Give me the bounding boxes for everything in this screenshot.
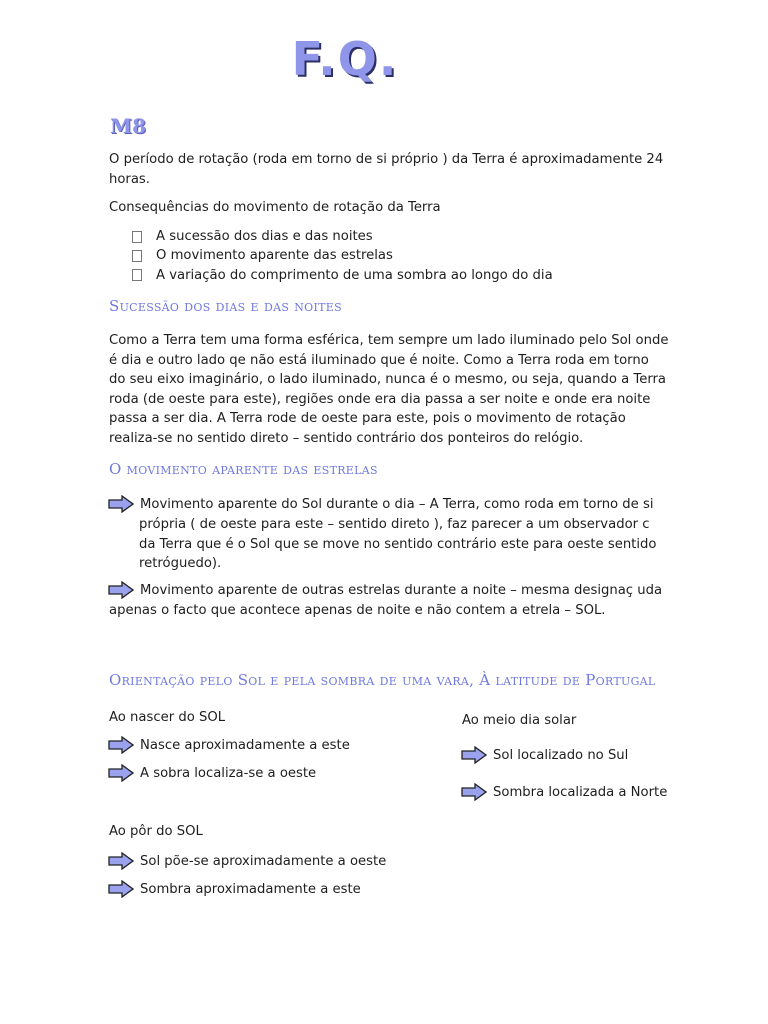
section-heading-apparent-motion: O movimento aparente das estrelas: [109, 460, 378, 478]
right-arrow-icon: [461, 746, 487, 764]
right-arrow-icon: [461, 783, 487, 801]
checkbox-bullet-icon: [132, 250, 142, 262]
sunrise-label: Ao nascer do SOL: [109, 710, 226, 725]
section-heading-orientation: Orientação pelo Sol e pela sombra de uma vara, À latitude de Portugal: [109, 671, 656, 689]
right-arrow-icon: [108, 852, 134, 870]
sunset-label: Ao pôr do SOL: [109, 824, 203, 839]
right-arrow-icon: [108, 736, 134, 754]
list-item: A sucessão dos dias e das noites: [132, 227, 553, 246]
right-arrow-icon: [108, 495, 134, 513]
arrow-item-sunrise-1: Nasce aproximadamente a este: [108, 736, 350, 754]
consequences-list: [132, 227, 553, 285]
arrow-item-sun-motion: Movimento aparente do Sol durante o dia – A Terra, como roda em torno de si: [108, 495, 654, 513]
list-item: O movimento aparente das estrelas: [132, 246, 553, 265]
right-arrow-icon: [108, 880, 134, 898]
right-arrow-icon: [108, 581, 134, 599]
checkbox-bullet-icon: [132, 269, 142, 281]
sun-motion-continuation: própria ( de oeste para este – sentido direto ), faz parecer a um observador c da Terra que é o Sol que se move no sentido contrário este para oeste sentido retróguedo).: [139, 517, 657, 571]
list-item: A variação do comprimento de uma sombra ao longo do dia: [132, 266, 553, 285]
section-body-days-nights: Como a Terra tem uma forma esférica, tem sempre um lado iluminado pelo Sol onde é dia e outro lado qe não está iluminado que é noite. Como a Terra roda em torno do seu eixo imaginário, o lado iluminado, nunca é o mesmo, ou seja, quando a Terra roda (de oeste para este), regiões onde era dia passa a ser noite e onde era noite passa a ser dia. A Terra rode de oeste para este, pois o movimento de rotação realiza-se no sentido direto – sentido contrário dos ponteiros do relógio.: [109, 333, 669, 446]
noon-label: Ao meio dia solar: [462, 713, 577, 728]
module-label: M8: [110, 114, 147, 138]
consequences-heading: Consequências do movimento de rotação da Terra: [109, 200, 441, 215]
intro-paragraph: O período de rotação (roda em torno de si próprio ) da Terra é aproximadamente 24 horas.: [109, 152, 664, 187]
arrow-item-stars-motion: Movimento aparente de outras estrelas durante a noite – mesma designaç uda: [108, 581, 662, 599]
arrow-item-noon-2: Sombra localizada a Norte: [461, 783, 667, 801]
checkbox-bullet-icon: [132, 231, 142, 243]
arrow-item-sunset-1: Sol põe-se aproximadamente a oeste: [108, 852, 386, 870]
document-title: F.Q.: [291, 32, 399, 86]
arrow-item-sunset-2: Sombra aproximadamente a este: [108, 880, 361, 898]
section-heading-days-nights: Sucessão dos dias e das noites: [109, 297, 342, 315]
arrow-item-sunrise-2: A sobra localiza-se a oeste: [108, 764, 316, 782]
arrow-item-noon-1: Sol localizado no Sul: [461, 746, 628, 764]
stars-motion-continuation: apenas o facto que acontece apenas de noite e não contem a etrela – SOL.: [109, 603, 606, 618]
right-arrow-icon: [108, 764, 134, 782]
